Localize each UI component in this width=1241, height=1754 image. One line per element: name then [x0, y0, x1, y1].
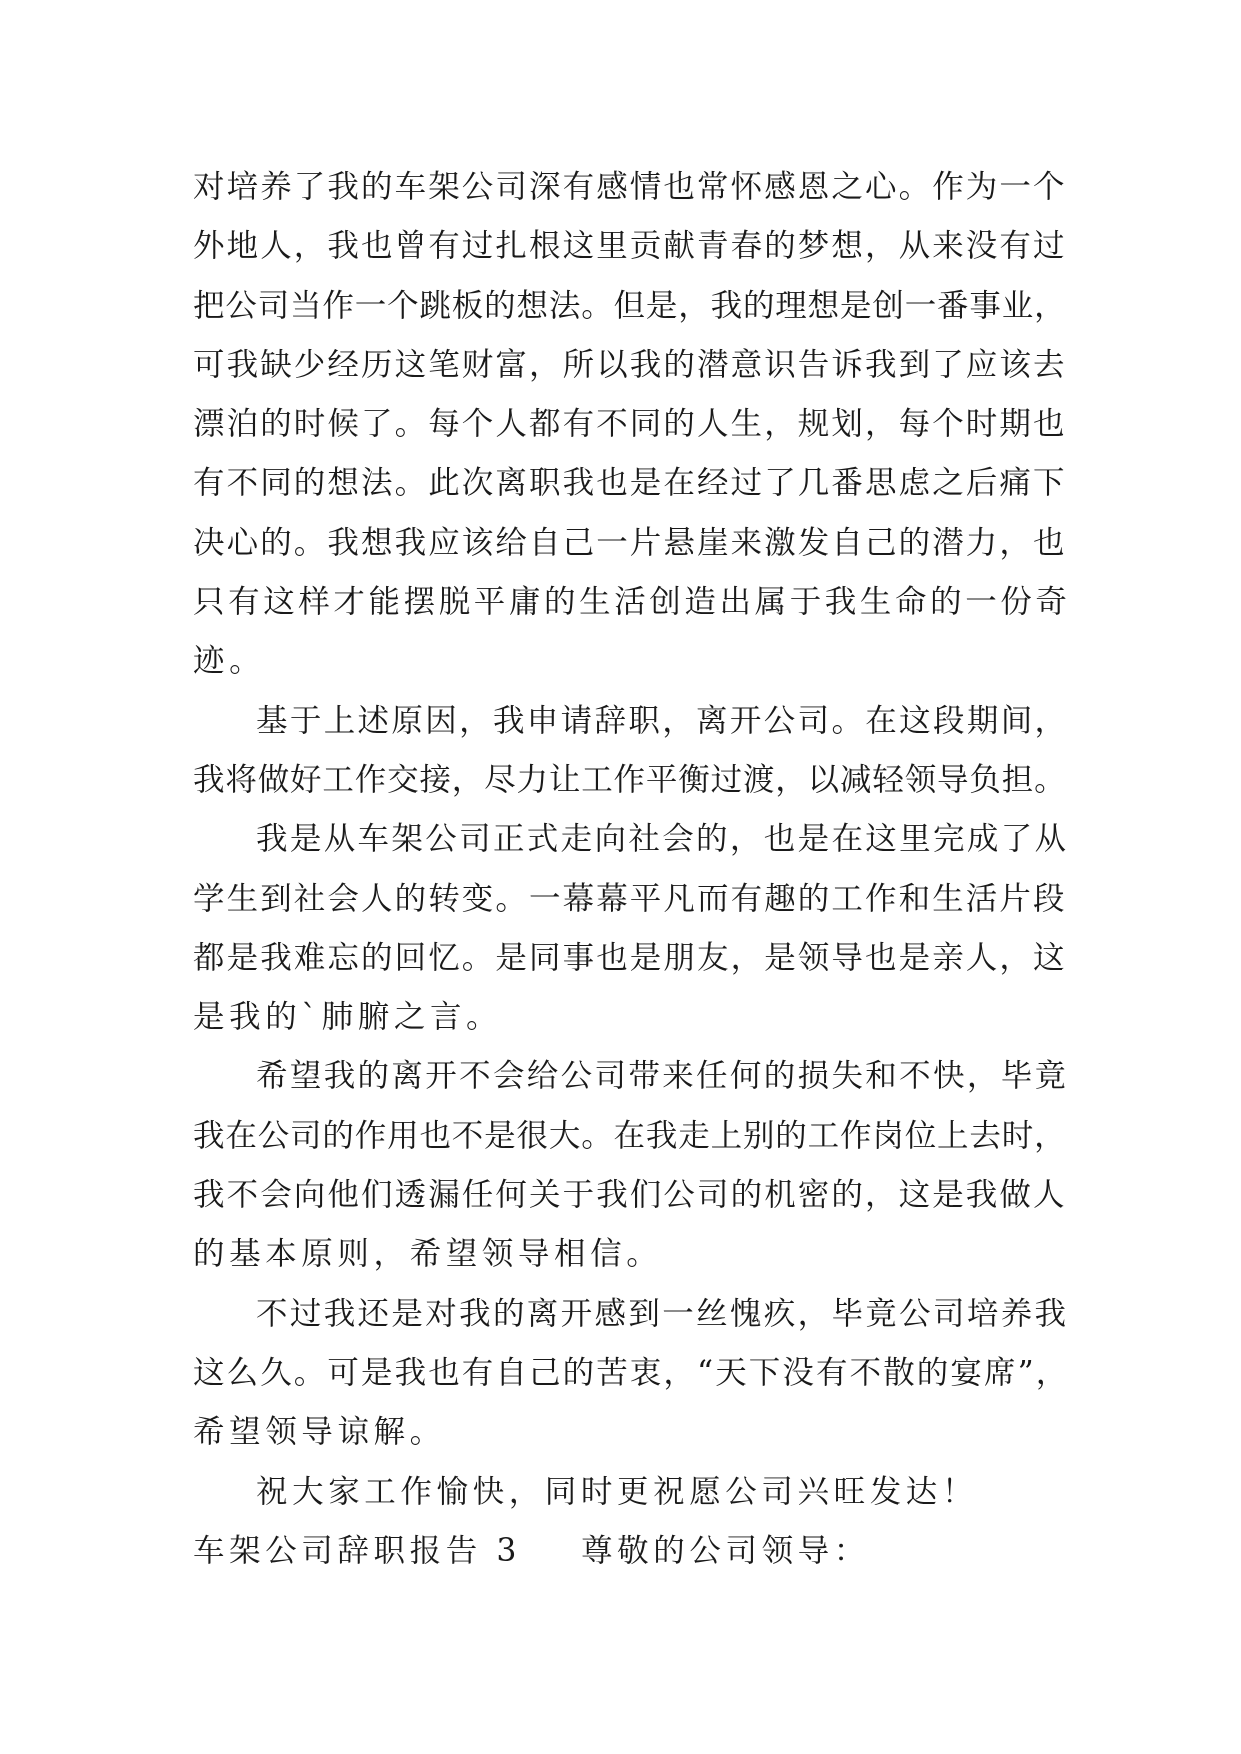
text-line-content: 都是我难忘的回忆。是同事也是朋友，是领导也是亲人，这 — [193, 939, 1067, 976]
text-line-content: 是我的`肺腑之言。 — [193, 999, 503, 1036]
text-line — [193, 1344, 1070, 1403]
text-line — [193, 1166, 1067, 1225]
text-line-content: 我在公司的作用也不是很大。在我走上别的工作岗位上去时， — [193, 1117, 1067, 1154]
text-line — [193, 573, 1071, 632]
text-line — [193, 632, 1055, 691]
text-line-content: 希望我的离开不会给公司带来任何的损失和不快，毕竟 — [256, 1058, 1069, 1095]
text-line-content: 有不同的想法。此次离职我也是在经过了几番思虑之后痛下 — [193, 465, 1067, 502]
text-line-content: 我是从车架公司正式走向社会的，也是在这里完成了从 — [256, 821, 1069, 858]
paragraph-start-line — [193, 1047, 1069, 1106]
document-body — [193, 158, 1071, 1581]
text-line — [193, 988, 1055, 1047]
text-line-content: 漂泊的时候了。每个人都有不同的人生，规划，每个时期也 — [193, 406, 1067, 443]
text-line-content: 外地人，我也曾有过扎根这里贡献青春的梦想，从来没有过 — [193, 228, 1067, 265]
text-line — [193, 514, 1067, 573]
text-line-content: 这么久。可是我也有自己的苦衷，“天下没有不散的宴席”， — [193, 1354, 1070, 1391]
text-line — [193, 158, 1067, 217]
text-line-content: 我将做好工作交接，尽力让工作平衡过渡，以减轻领导负担。 — [193, 761, 1067, 798]
text-line-content: 决心的。我想我应该给自己一片悬崖来激发自己的潜力，也 — [193, 524, 1067, 561]
text-line — [193, 929, 1067, 988]
text-line-content: 祝大家工作愉快，同时更祝愿公司兴旺发达！ — [256, 1473, 979, 1510]
text-line-content: 把公司当作一个跳板的想法。但是，我的理想是创一番事业， — [193, 287, 1067, 324]
paragraph-start-line — [193, 810, 1069, 869]
section-heading-line — [193, 1522, 1055, 1581]
text-line — [193, 395, 1067, 454]
text-line — [193, 751, 1067, 810]
text-line-content: 不过我还是对我的离开感到一丝愧疚，毕竟公司培养我 — [256, 1295, 1069, 1332]
text-line-content: 迹。 — [193, 643, 266, 680]
section-title: 车架公司辞职报告 3 — [193, 1532, 522, 1569]
paragraph-start-line — [193, 1285, 1069, 1344]
text-line — [193, 336, 1067, 395]
text-line-content: 对培养了我的车架公司深有感情也常怀感恩之心。作为一个 — [193, 169, 1067, 205]
paragraph-start-line — [193, 1463, 1055, 1522]
text-line — [193, 277, 1067, 336]
text-line-content: 基于上述原因，我申请辞职，离开公司。在这段期间， — [256, 702, 1069, 739]
text-line-content: 我不会向他们透漏任何关于我们公司的机密的，这是我做人 — [193, 1177, 1067, 1214]
text-line-content: 学生到社会人的转变。一幕幕平凡而有趣的工作和生活片段 — [193, 880, 1067, 917]
paragraph-start-line — [193, 692, 1069, 751]
text-line-content: 的基本原则，希望领导相信。 — [193, 1236, 663, 1273]
text-line — [193, 1403, 1055, 1462]
text-line-content: 可我缺少经历这笔财富，所以我的潜意识告诉我到了应该去 — [193, 346, 1067, 383]
text-line-content: 只有这样才能摆脱平庸的生活创造出属于我生命的一份奇 — [193, 584, 1071, 621]
text-line — [193, 870, 1067, 929]
text-line-content: 希望领导谅解。 — [193, 1414, 446, 1451]
text-line — [193, 454, 1067, 513]
salutation: 尊敬的公司领导： — [581, 1532, 870, 1569]
text-line — [193, 1107, 1067, 1166]
text-line — [193, 217, 1067, 276]
text-line — [193, 1225, 1055, 1284]
